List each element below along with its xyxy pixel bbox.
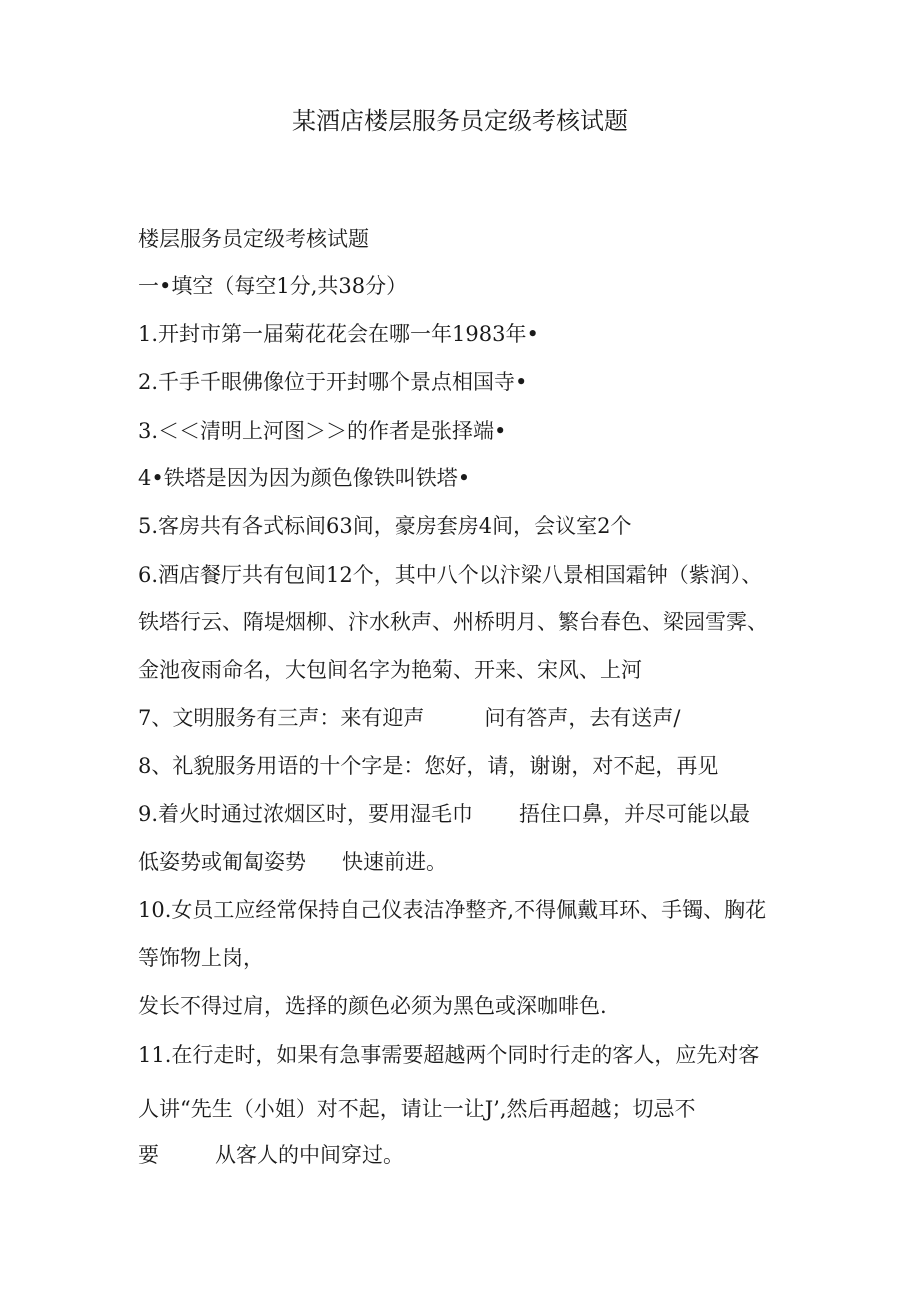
question-line-7	[138, 703, 680, 733]
question-line-10: 10.女员工应经常保持自己仪表洁净整齐,不得佩戴耳环、手镯、胸花	[138, 898, 767, 922]
question-line-6-cont-1: 铁塔行云、隋堤烟柳、汴水秋声、州桥明月、繁台春色、梁园雪霁、	[138, 610, 768, 634]
question-line-10-cont-1: 等饰物上岗，	[138, 946, 264, 970]
question-line-9	[138, 799, 750, 829]
question-line-1: 1.开封市第一届菊花花会在哪一年1983年•	[138, 322, 539, 346]
question-line-11: 11.在行走时，如果有急事需要超越两个同时行走的客人，应先对客	[138, 1043, 760, 1067]
question-line-4: 4•铁塔是因为因为颜色像铁叫铁塔•	[138, 466, 471, 490]
section-heading: 楼层服务员定级考核试题	[138, 227, 369, 251]
question-line-2: 2.千手千眼佛像位于开封哪个景点相国寺•	[138, 370, 528, 394]
question-line-3: 3.＜＜清明上河图＞＞的作者是张择端•	[138, 419, 507, 443]
question-9-part-a: 9.着火时通过浓烟区时，要用湿毛巾	[138, 802, 474, 826]
question-9-part-b: 捂住口鼻，并尽可能以最	[519, 802, 751, 826]
section-instruction: 一•填空（每空1分,共38分）	[138, 274, 408, 298]
question-line-6: 6.酒店餐厅共有包间12个，其中八个以汴梁八景相国霜钟（紫润）、	[138, 563, 763, 587]
document-title: 某酒店楼层服务员定级考核试题	[292, 107, 628, 135]
question-11-cont-part-b: 从客人的中间穿过。	[215, 1143, 404, 1167]
question-7-part-a: 7、文明服务有三声：来有迎声	[138, 706, 425, 730]
question-line-6-cont-2: 金池夜雨命名，大包间名字为艳菊、开来、宋风、上河	[138, 658, 642, 682]
question-9-cont-part-a: 低姿势或匍匐姿势	[138, 850, 306, 874]
question-7-part-b: 问有答声，去有送声/	[484, 706, 681, 730]
question-line-5: 5.客房共有各式标间63间，豪房套房4间，会议室2个	[138, 514, 632, 538]
question-line-11-cont-1: 人讲“先生（小姐）对不起，请让一让J’,然后再超越；切忌不	[138, 1097, 696, 1121]
question-line-10-cont-2: 发长不得过肩，选择的颜色必须为黑色或深咖啡色.	[138, 994, 607, 1018]
question-line-8: 8、礼貌服务用语的十个字是：您好，请，谢谢，对不起，再见	[138, 754, 719, 778]
question-line-9-cont	[138, 847, 447, 877]
question-9-cont-part-b: 快速前进。	[342, 850, 447, 874]
question-11-cont-part-a: 要	[138, 1143, 159, 1167]
question-line-11-cont-2	[138, 1140, 404, 1170]
